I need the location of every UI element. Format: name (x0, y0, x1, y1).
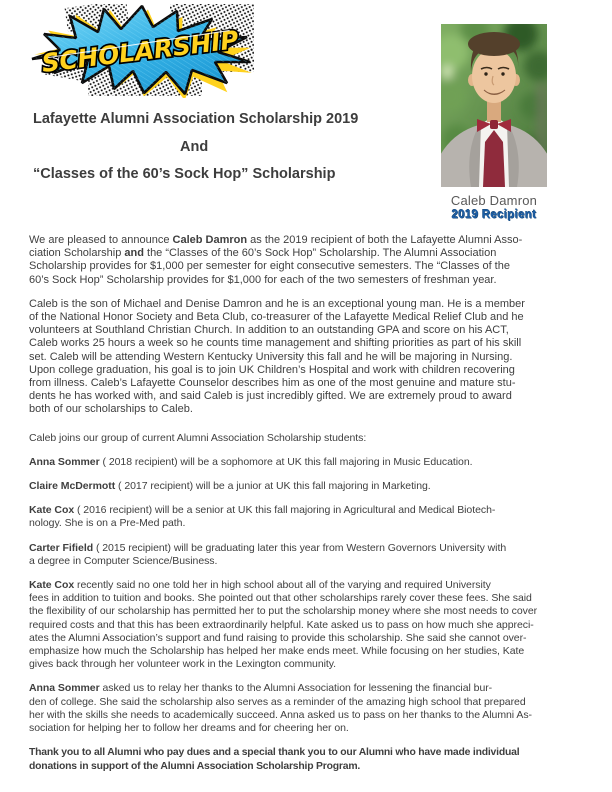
paragraph-line: Carter Fifield ( 2015 recipient) will be graduating later this year from Western Governors University with (29, 541, 507, 554)
paragraph (29, 746, 607, 772)
paragraph-line: her with the skills she needs to academically succeed. Anna asked us to pass on her thanks to the Alumni As- (29, 708, 532, 721)
paragraph-line: Claire McDermott ( 2017 recipient) will be a junior at UK this fall majoring in Marketing. (29, 480, 431, 493)
title-line-3: “Classes of the 60’s Sock Hop” Scholarship (33, 166, 336, 182)
paragraph-line: emphasize how much the Scholarship has helped her make ends meet. While focusing on her studies, Kate (29, 645, 525, 658)
paragraph (29, 234, 607, 287)
paragraph-line: Upon college graduation, his goal is to join UK Children’s Hospital and work with children recovering (29, 363, 515, 376)
paragraph-line: donations in support of the Alumni Association Scholarship Program. (29, 760, 361, 772)
paragraph-line: both of our scholarships to Caleb. (29, 403, 193, 416)
paragraph-line: 60’s Sock Hop” Scholarship provides for $1,000 for each of the two semesters of freshman year. (29, 273, 497, 286)
paragraph (29, 298, 607, 417)
title-line-2: And (180, 138, 209, 155)
paragraph-line: sociation for helping her to follow her dreams and for cheering her on. (29, 722, 349, 735)
document-body (29, 234, 607, 784)
paragraph-line: dents he has worked with, and said Caleb is just incredibly gifted. We are extremely proud to award (29, 390, 512, 403)
paragraph-line: Caleb joins our group of current Alumni Association Scholarship students: (29, 431, 367, 444)
paragraph-line: Anna Sommer ( 2018 recipient) will be a sophomore at UK this fall majoring in Music Education. (29, 455, 473, 468)
paragraph-line: ciation Scholarship and the “Classes of the 60’s Sock Hop” Scholarship. The Alumni Association (29, 247, 497, 260)
paragraph-line: Caleb is the son of Michael and Denise Damron and he is an exceptional young man. He is a member (29, 297, 525, 310)
paragraph-line: Thank you to all Alumni who pay dues and a special thank you to our Alumni who have made individual (29, 747, 520, 759)
recipient-photo-block (441, 24, 547, 221)
paragraph-line: volunteers at Southland Christian Church. In addition to an outstanding GPA and score on his ACT, (29, 324, 509, 337)
paragraph-line: Anna Sommer asked us to relay her thanks to the Alumni Association for lessening the financial bur- (29, 682, 493, 695)
document-title (33, 111, 358, 194)
paragraph (29, 542, 607, 568)
paragraph (29, 579, 607, 671)
photo-caption-name: Caleb Damron (450, 193, 538, 208)
paragraph-line: den of college. She said the scholarship also serves as a reminder of the amazing high school that prepared (29, 695, 526, 708)
paragraph (29, 504, 607, 530)
paragraph-line: Kate Cox recently said no one told her in high school about all of the varying and required University (29, 579, 491, 592)
photo-caption-recipient: 2019 Recipient (451, 209, 537, 221)
paragraph (29, 432, 607, 445)
paragraph-line: Kate Cox ( 2016 recipient) will be a senior at UK this fall majoring in Agricultural and Medical Biotech- (29, 504, 496, 517)
paragraph-line: ates the Alumni Association’s support and fund raising to provide this scholarship. She said she cannot over- (29, 631, 527, 644)
paragraph-line: of the National Honor Society and Beta Club, co-treasurer of the Lafayette Medical Relief Club and he (29, 311, 524, 324)
paragraph (29, 682, 607, 735)
paragraph-line: fees in addition to tuition and books. She pointed out that other scholarships rarely cover these fees. She said (29, 592, 532, 605)
title-line-1: Lafayette Alumni Association Scholarship 2019 (33, 111, 359, 127)
paragraph-line: a degree in Computer Science/Business. (29, 554, 218, 567)
scholarship-burst-logo (26, 4, 254, 98)
paragraph-line: the flexibility of our scholarship has permitted her to put the scholarship money where she most needs to cover (29, 605, 538, 618)
paragraph-line: set. Caleb will be attending Western Kentucky University this fall and he will be majoring in Nursing. (29, 350, 513, 363)
paragraph-line: gives back through her volunteer work in the Lexington community. (29, 658, 337, 671)
scholarship-logo-text: SCHOLARSHIP (40, 24, 242, 78)
paragraph (29, 480, 607, 493)
paragraph (29, 456, 607, 469)
paragraph-line: from illness. Caleb’s Lafayette Counselor describes him as one of the most genuine and mature stu- (29, 377, 516, 390)
paragraph-line: Scholarship provides for $1,000 per semester for eight consecutive semesters. The “Classes of the (29, 260, 510, 273)
paragraph-line: nology. She is on a Pre-Med path. (29, 517, 186, 530)
paragraph-line: required costs and that this has been extraordinarily helpful. Kate asked us to pass on how much she appreci- (29, 618, 534, 631)
paragraph-line: We are pleased to announce Caleb Damron as the 2019 recipient of both the Lafayette Alumni Asso- (29, 234, 523, 246)
recipient-photo (441, 24, 547, 187)
paragraph-line: Caleb works 25 hours a week so he counts time management and shifting priorities as part of his skill (29, 337, 522, 350)
